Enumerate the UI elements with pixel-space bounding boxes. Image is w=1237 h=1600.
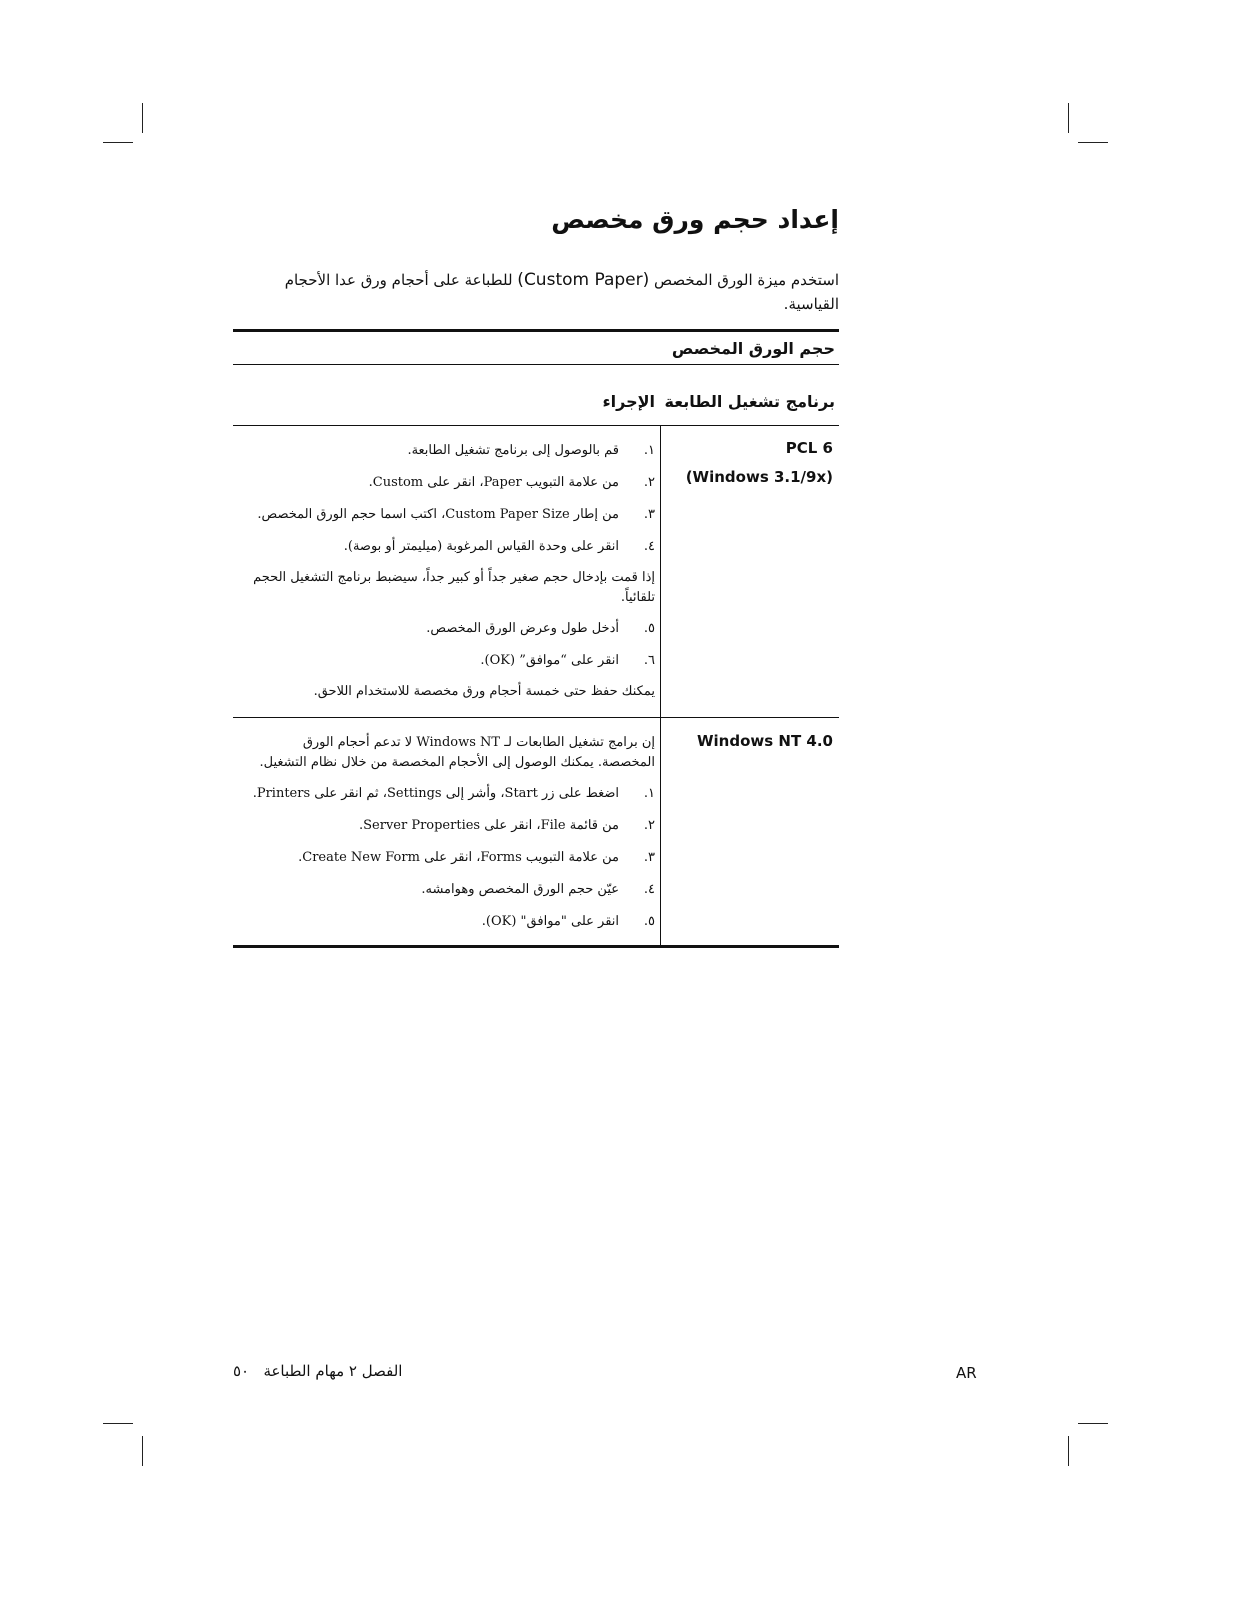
step-number: ٢.	[643, 818, 655, 833]
list-item	[245, 536, 655, 568]
step-number: ٥.	[643, 914, 655, 929]
step-text: من علامة التبويب Paper، انقر على Custom.	[368, 475, 619, 490]
list-item	[245, 504, 655, 536]
crop-mark	[1078, 1423, 1108, 1424]
intro-paragraph	[239, 268, 839, 316]
language-code: AR	[956, 1364, 977, 1382]
page-footer	[233, 1362, 402, 1380]
step-text: من علامة التبويب Forms، انقر على Create New Form.	[298, 850, 619, 865]
list-item	[245, 815, 655, 847]
crop-mark	[103, 142, 133, 143]
step-text: من قائمة File، انقر على Server Properties.	[358, 818, 619, 833]
row-intro-text: إن برامج تشغيل الطابعات لـ Windows NT لا تدعم أحجام الورق المخصصة. يمكنك الوصول إلى الأحجام المخصصة من خلال نظام التشغيل.	[259, 735, 655, 770]
list-item	[245, 847, 655, 879]
list-item	[245, 440, 655, 472]
footnote-text: يمكنك حفظ حتى خمسة أحجام ورق مخصصة للاستخدام اللاحق.	[313, 684, 655, 699]
row-separator	[233, 717, 839, 718]
driver-cell-nt4	[683, 727, 833, 756]
column-header-procedure: الإجراء	[602, 392, 655, 411]
driver-os: (Windows 3.1/9x)	[685, 468, 833, 486]
step-text: عيّن حجم الورق المخصص وهوامشه.	[421, 882, 619, 897]
table-bottom-rule	[233, 945, 839, 948]
driver-cell-pcl6	[683, 434, 833, 492]
header-rule	[233, 425, 839, 426]
page-title: إعداد حجم ورق مخصص	[551, 205, 839, 234]
crop-mark	[1068, 1436, 1069, 1466]
driver-name: PCL 6	[785, 439, 833, 457]
crop-mark	[142, 103, 143, 133]
procedure-cell-pcl6	[245, 440, 655, 714]
crop-mark	[103, 1423, 133, 1424]
step-number: ٢.	[643, 475, 655, 490]
step-text: انقر على وحدة القياس المرغوبة (ميليمتر أو بوصة).	[343, 539, 619, 554]
intro-text-end: للطباعة على أحجام ورق عدا الأحجام القياسية.	[284, 271, 839, 313]
step-text: قم بالوصول إلى برنامج تشغيل الطابعة.	[407, 443, 619, 458]
step-number: ٦.	[643, 653, 655, 668]
table-title: حجم الورق المخصص	[671, 339, 835, 358]
step-number: ٥.	[643, 621, 655, 636]
intro-text: استخدم ميزة الورق المخصص	[649, 271, 839, 289]
step-number: ٣.	[643, 850, 655, 865]
step-text: من إطار Custom Paper Size، اكتب اسما حجم الورق المخصص.	[257, 507, 619, 522]
step-number: ٤.	[643, 539, 655, 554]
list-item	[245, 472, 655, 504]
chapter-label: الفصل ٢ مهام الطباعة	[263, 1362, 403, 1380]
table-top-rule	[233, 329, 839, 332]
intro-latin-term: (Custom Paper)	[517, 270, 650, 290]
crop-mark	[1078, 142, 1108, 143]
step-number: ١.	[643, 786, 655, 801]
step-text: انقر على "موافق" (OK).	[481, 914, 619, 929]
page-number: ٥٠	[233, 1362, 250, 1380]
crop-mark	[142, 1436, 143, 1466]
list-item	[245, 618, 655, 650]
step-text: أدخل طول وعرض الورق المخصص.	[426, 621, 619, 636]
table-title-rule	[233, 364, 839, 365]
note-text: إذا قمت بإدخال حجم صغير جداً أو كبير جداً، سيضبط برنامج التشغيل الحجم تلقائياً.	[253, 570, 655, 605]
list-item	[245, 783, 655, 815]
column-divider	[660, 426, 661, 946]
step-number: ٤.	[643, 882, 655, 897]
step-text: اضغط على زر Start، وأشر إلى Settings، ثم انقر على Printers.	[252, 786, 619, 801]
step-text: انقر على “موافق” (OK).	[480, 653, 619, 668]
crop-mark	[1068, 103, 1069, 133]
column-header-driver: برنامج تشغيل الطابعة	[664, 392, 835, 411]
driver-name: Windows NT 4.0	[697, 732, 833, 750]
list-item	[245, 650, 655, 682]
step-number: ٣.	[643, 507, 655, 522]
procedure-cell-nt4	[245, 733, 655, 943]
list-item	[245, 911, 655, 943]
step-number: ١.	[643, 443, 655, 458]
list-item	[245, 879, 655, 911]
